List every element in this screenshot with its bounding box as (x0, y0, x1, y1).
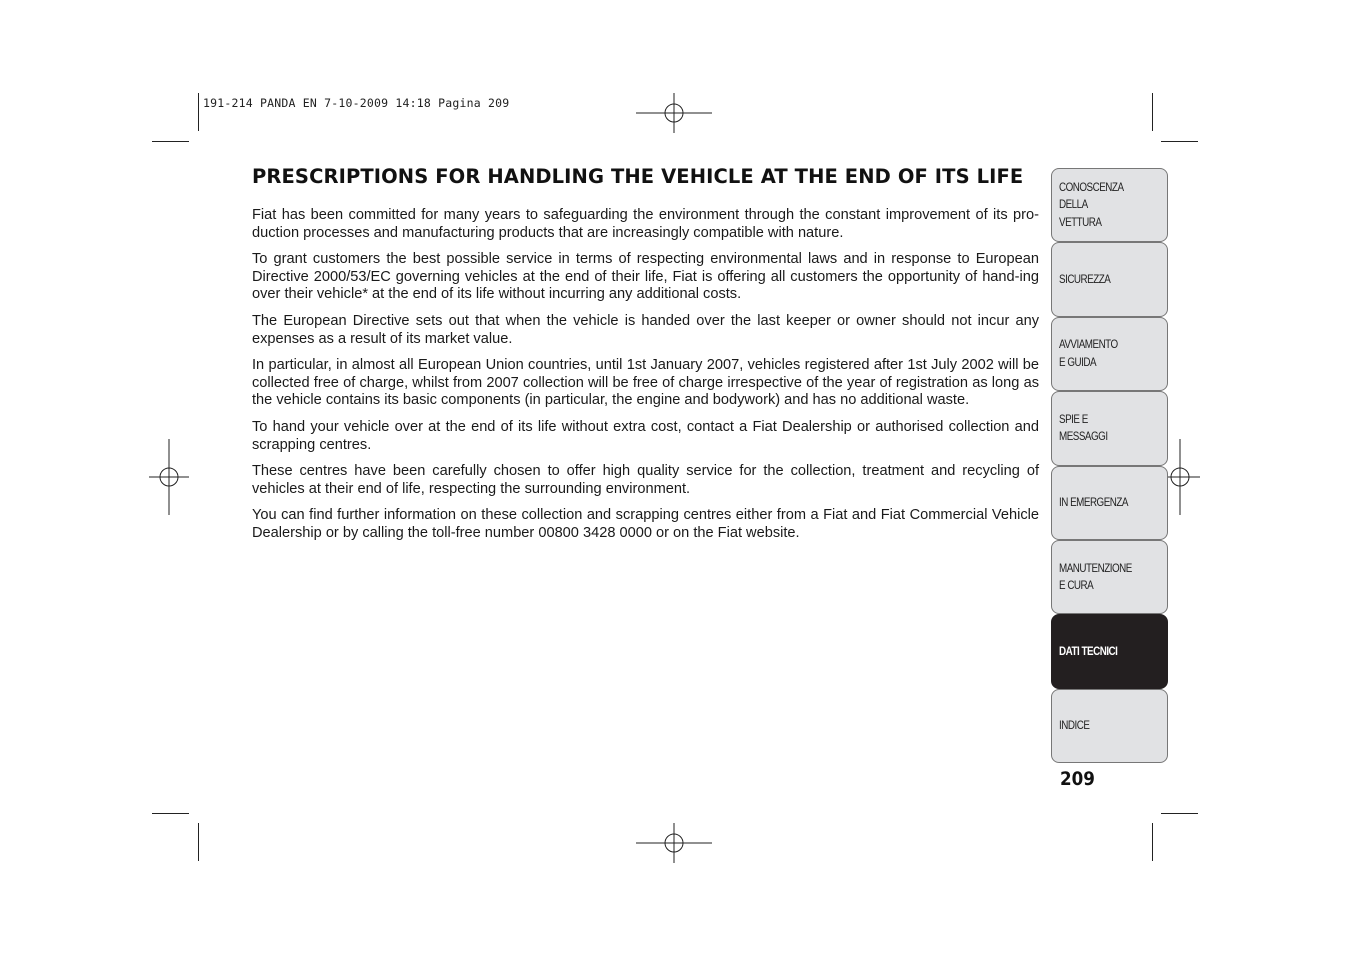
page-heading: PRESCRIPTIONS FOR HANDLING THE VEHICLE AT THE END OF ITS LIFE (252, 165, 1024, 188)
print-slug: 191-214 PANDA EN 7-10-2009 14:18 Pagina 209 (203, 96, 510, 110)
registration-mark-bottom-icon (636, 805, 712, 881)
body-text (252, 207, 1039, 552)
paragraph: To grant customers the best possible service in terms of respecting environmental laws and in response to European Directive 2000/53/EC governing vehicles at the end of their life, Fiat is offering all customers the opportunity of hand-ing over their vehicle* at the end of its life without incurring any additional costs. (252, 251, 1039, 303)
crop-mark-top-left-vertical (198, 93, 199, 131)
tab-avviamento-e-guida[interactable] (1051, 317, 1168, 391)
tab-indice[interactable] (1051, 689, 1168, 763)
section-tabs (1051, 168, 1168, 763)
tab-label: SPIE E MESSAGGI (1059, 411, 1108, 444)
tab-spie-e-messaggi[interactable] (1051, 391, 1168, 465)
tab-label: DATI TECNICI (1059, 643, 1118, 658)
tab-in-emergenza[interactable] (1051, 466, 1168, 540)
tab-label: SICUREZZA (1059, 271, 1111, 286)
crop-mark-bottom-left-horizontal (152, 813, 189, 814)
tab-label: CONOSCENZA DELLA VETTURA (1059, 179, 1124, 229)
tab-label: IN EMERGENZA (1059, 495, 1129, 509)
registration-mark-left-icon (131, 439, 207, 515)
page-number: 209 (1060, 768, 1095, 790)
paragraph: You can find further information on these collection and scrapping centres either from a Fiat and Fiat Commercial Vehicle Dealership or by calling the toll-free number 00800 3428 0000 or on the Fiat website. (252, 507, 1039, 541)
crop-mark-top-left-horizontal (152, 141, 189, 142)
registration-mark-top-icon (636, 75, 712, 151)
paragraph: In particular, in almost all European Union countries, until 1st January 2007, vehicles registered after 1st July 2002 will be collected free of charge, whilst from 2007 collection will be free of charge irrespective of the year of registration as long as the vehicle contains its basic components (in particular, the engine and bodywork) and has no additional waste. (252, 357, 1039, 409)
tab-conoscenza-della-vettura[interactable] (1051, 168, 1168, 242)
tab-sicurezza[interactable] (1051, 242, 1168, 316)
crop-mark-top-right-vertical (1152, 93, 1153, 131)
tab-dati-tecnici[interactable] (1051, 614, 1168, 688)
crop-mark-bottom-left-vertical (198, 823, 199, 861)
tab-label: MANUTENZIONE E CURA (1059, 560, 1132, 593)
paragraph: Fiat has been committed for many years to safeguarding the environment through the constant improvement of its pro-duction processes and manufacturing products that are increasingly compatible with nature. (252, 207, 1039, 241)
paragraph: The European Directive sets out that when the vehicle is handed over the last keeper or owner should not incur any expenses as a result of its market value. (252, 312, 1039, 347)
tab-label: INDICE (1059, 718, 1090, 733)
crop-mark-top-right-horizontal (1161, 141, 1198, 142)
crop-mark-bottom-right-vertical (1152, 823, 1153, 861)
paragraph: These centres have been carefully chosen to offer high quality service for the collection, treatment and recycling of vehicles at their end of life, respecting the surrounding environment. (252, 463, 1039, 497)
crop-mark-bottom-right-horizontal (1161, 813, 1198, 814)
tab-label: AVVIAMENTO E GUIDA (1059, 337, 1118, 369)
tab-manutenzione-e-cura[interactable] (1051, 540, 1168, 614)
paragraph: To hand your vehicle over at the end of its life without extra cost, contact a Fiat Dealership or authorised collection and scrapping centres. (252, 418, 1039, 453)
